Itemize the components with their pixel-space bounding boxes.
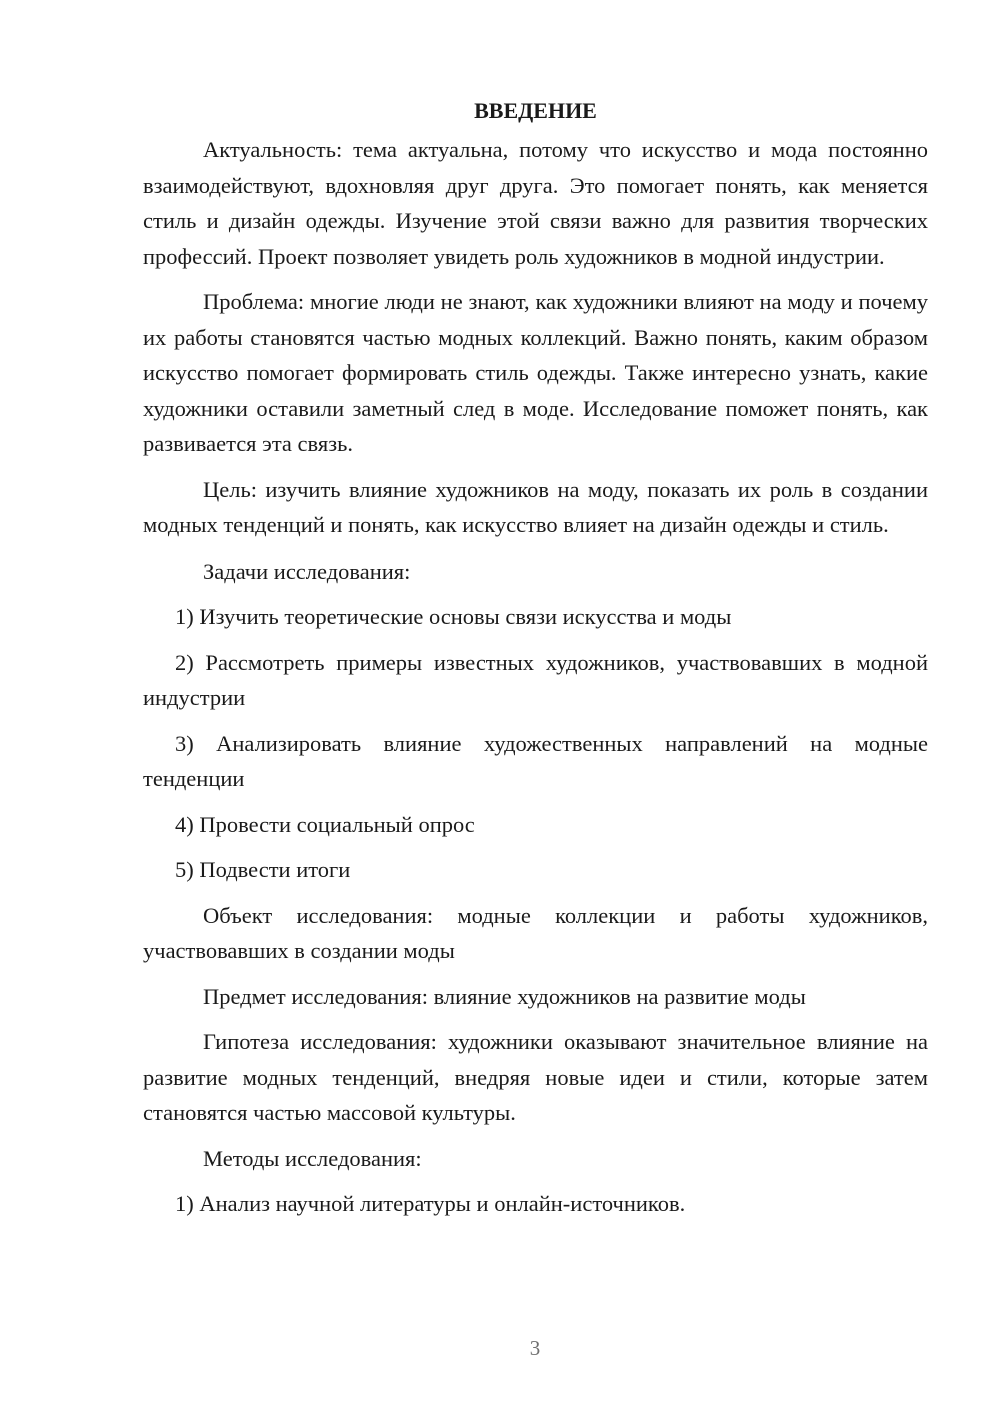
methods-title: Методы исследования: — [203, 1145, 422, 1171]
actuality-paragraph: Актуальность: тема актуальна, потому что искусство и мода постоянно взаимодействуют, вдохновляя друг друга. Это помогает понять, как меняется стиль и дизайн одежды. Изучение этой связи важно для развития творческих профессий. Проект позволяет увидеть роль художников в модной индустрии. — [143, 137, 928, 269]
task-item: 3) Анализировать влияние художественных направлений на модные тенденции — [143, 730, 928, 791]
task-item: 5) Подвести итоги — [175, 857, 351, 882]
methods-list — [143, 1186, 928, 1222]
document-page — [143, 96, 928, 1222]
tasks-list — [143, 599, 928, 888]
section-heading: ВВЕДЕНИЕ — [474, 98, 597, 123]
tasks-title: Задачи исследования: — [203, 558, 411, 584]
page-number: 3 — [529, 1336, 541, 1360]
method-item: 1) Анализ научной литературы и онлайн-источников. — [175, 1191, 686, 1216]
task-item: 1) Изучить теоретические основы связи искусства и моды — [175, 604, 732, 629]
subject-paragraph: Предмет исследования: влияние художников на развитие моды — [203, 983, 806, 1009]
object-paragraph: Объект исследования: модные коллекции и работы художников, участвовавших в создании моды — [143, 902, 928, 963]
goal-paragraph: Цель: изучить влияние художников на моду, показать их роль в создании модных тенденций и понять, как искусство влияет на дизайн одежды и стиль. — [143, 476, 928, 537]
task-item: 4) Провести социальный опрос — [175, 811, 475, 837]
hypothesis-paragraph: Гипотеза исследования: художники оказывают значительное влияние на развитие модных тенденций, внедряя новые идеи и стили, которые затем становятся частью массовой культуры. — [143, 1029, 928, 1125]
problem-paragraph: Проблема: многие люди не знают, как художники влияют на моду и почему их работы становятся частью модных коллекций. Важно понять, каким образом искусство помогает формировать стиль одежды. Также интересно узнать, какие художники оставили заметный след в моде. Исследование поможет понять, как развивается эта связь. — [143, 289, 928, 456]
task-item: 2) Рассмотреть примеры известных художников, участвовавших в модной индустрии — [143, 649, 928, 710]
